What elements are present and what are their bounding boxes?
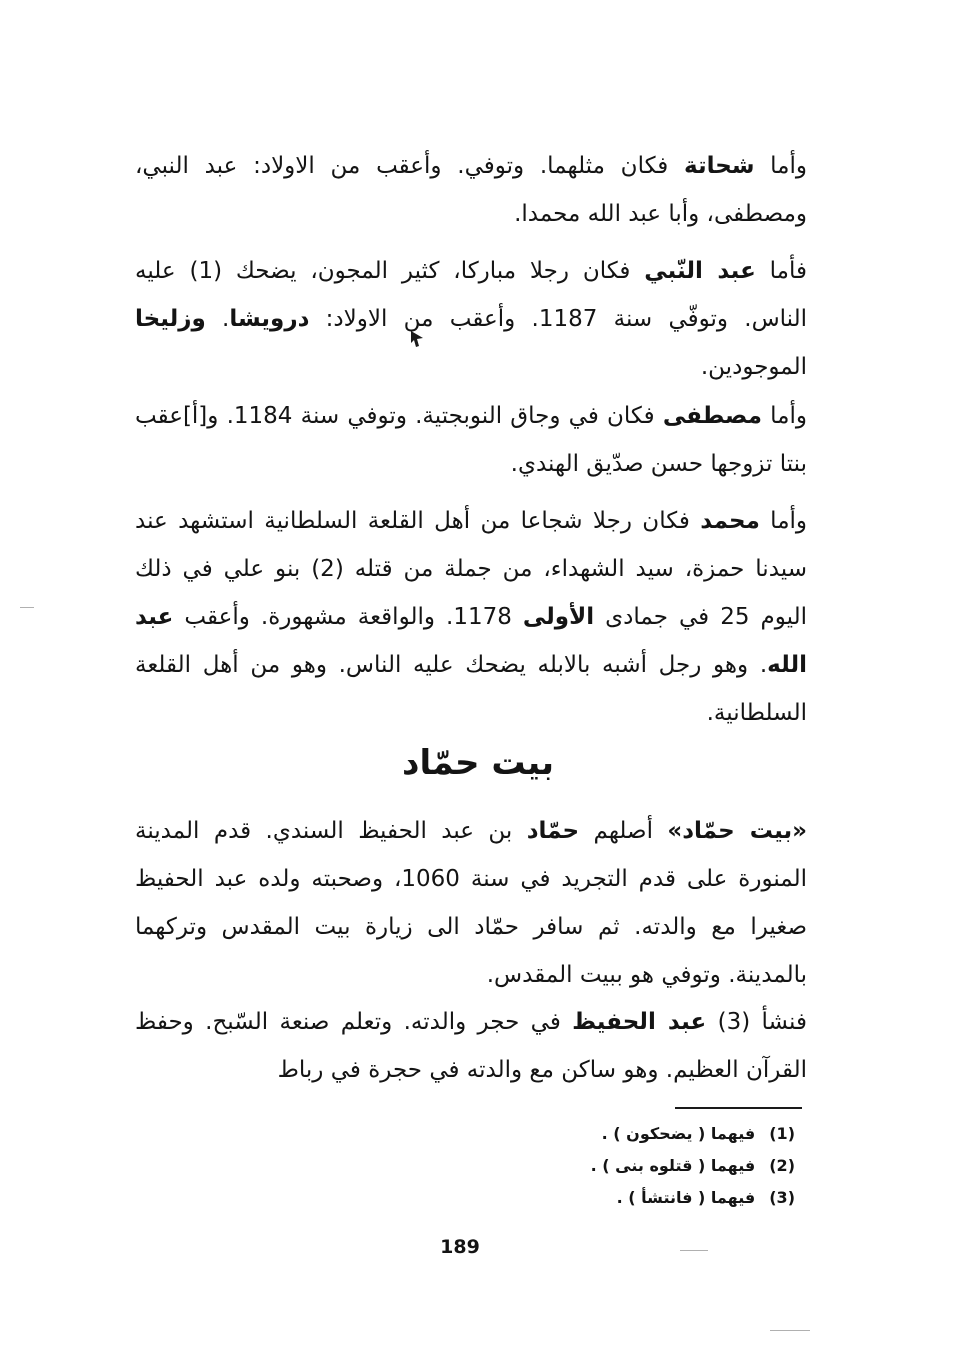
paragraph-text: [135, 142, 807, 238]
bold-name: عبد النّبي: [644, 258, 756, 284]
text-run: وأما: [754, 153, 807, 179]
footnote-number: (3): [769, 1188, 795, 1207]
text-run: وأما: [759, 508, 808, 534]
footnote-number: (1): [769, 1124, 795, 1143]
page-number: 189: [440, 1236, 480, 1258]
bold-name: عبد الله: [135, 604, 807, 678]
bold-name: الأولى: [522, 604, 595, 630]
paragraph-text: [135, 497, 807, 737]
text-run: 1178. والواقعة مشهورة. وأعقب: [173, 604, 523, 630]
paragraph-text: [135, 247, 807, 391]
bold-name: وزليخا: [135, 306, 206, 332]
bold-name: حمّاد: [526, 818, 580, 844]
paragraph-text: [135, 998, 807, 1094]
text-run: وأما: [761, 403, 807, 429]
paragraph-abd-al-hafiz: [135, 998, 807, 1094]
scan-speck: [20, 607, 34, 608]
text-run: فأما: [755, 258, 807, 284]
bold-name: عبد الحفيظ: [572, 1009, 707, 1035]
bold-name: شحاتة: [684, 153, 755, 179]
paragraph-muhammad: [135, 497, 807, 737]
text-run: أصلهم: [579, 818, 668, 844]
footnote-1: [540, 1118, 795, 1150]
paragraph-text: [135, 807, 807, 999]
cursor-arrow-icon: [410, 330, 424, 348]
text-run: فنشأ (3): [706, 1009, 807, 1035]
paragraph-bayt-hammad: [135, 807, 807, 999]
footnote-text: فيهما ( يضحكون ) .: [601, 1124, 756, 1143]
paragraph-text: [135, 392, 807, 488]
bold-name: درويشا: [229, 306, 310, 332]
scan-speck: [680, 1250, 708, 1251]
paragraph-shahata: [135, 142, 807, 238]
footnote-2: [540, 1150, 795, 1182]
paragraph-abd-al-nabi: [135, 247, 807, 391]
footnote-3: [540, 1182, 795, 1214]
footnote-number: (2): [769, 1156, 795, 1175]
text-run: الموجودين.: [700, 354, 807, 380]
scan-speck: [770, 1330, 810, 1331]
text-run: فكان مثلهما. وتوفي. وأعقب من الاولاد: عبد النبي، ومصطفى، وأبا عبد الله محمدا.: [135, 153, 807, 227]
text-run: . وهو رجل أشبه بالابله يضحك عليه الناس. وهو من أهل القلعة السلطانية.: [135, 652, 807, 726]
text-run: فكان رجلا شجاعا من أهل القلعة السلطانية استشهد عند سيدنا حمزة، سيد الشهداء، من جملة من قتله (2) بنو علي في ذلك اليوم 25 في جمادى: [135, 508, 807, 630]
footnotes: [540, 1118, 795, 1214]
section-heading: بيت حمّاد: [402, 743, 554, 783]
bold-name: «بيت حمّاد»: [667, 818, 807, 844]
text-run: فكان رجلا مباركا، كثير المجون، يضحك (1) عليه الناس. وتوفّي سنة 1187. وأعقب من الاولاد:: [135, 258, 808, 332]
paragraph-mustafa: [135, 392, 807, 488]
bold-name: مصطفى: [662, 403, 762, 429]
bold-name: محمد: [700, 508, 760, 534]
footnote-text: فيهما ( قتلوه بنى ) .: [590, 1156, 756, 1175]
text-run: في حجر والدته. وتعلم صنعة السّبح. وحفظ القرآن العظيم. وهو ساكن مع والدته في حجرة في رباط: [135, 1009, 807, 1083]
footnote-text: فيهما ( فانتشأ ) .: [616, 1188, 756, 1207]
footnote-divider: [675, 1107, 802, 1109]
text-run: فكان في وجاق النوبجتية. وتوفي سنة 1184. و[أ]عقب بنتا تزوجها حسن صدّيق الهندي.: [135, 403, 807, 477]
text-run: بن عبد الحفيظ السندي. قدم المدينة المنورة على قدم التجريد في سنة 1060، وصحبته ولده عبد الحفيظ صغيرا مع والدته. ثم سافر حمّاد الى زيارة بيت المقدس وتركهما بالمدينة. وتوفي هو ببيت المقدس.: [135, 818, 807, 988]
text-run: .: [205, 306, 230, 332]
